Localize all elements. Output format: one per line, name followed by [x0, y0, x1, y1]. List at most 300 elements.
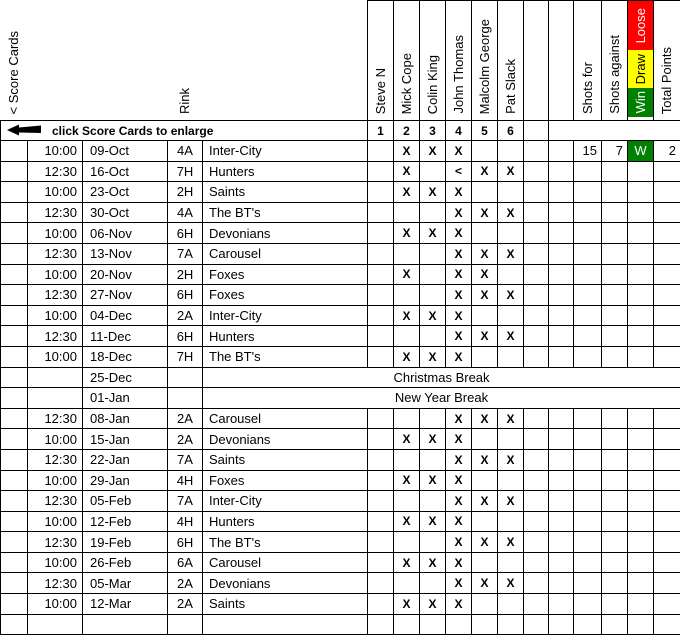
- date-cell: 23-Oct: [83, 182, 168, 203]
- player-mark-2: [394, 202, 420, 223]
- player-mark-1: [368, 511, 394, 532]
- player-mark-6: X: [498, 285, 524, 306]
- time-cell: 10:00: [28, 511, 83, 532]
- row-margin-cell: [1, 470, 28, 491]
- player-mark-4: X: [446, 511, 472, 532]
- spare-cell-1: [524, 470, 549, 491]
- spare-cell-2: [549, 182, 574, 203]
- player-mark-4: X: [446, 470, 472, 491]
- time-cell: 10:00: [28, 223, 83, 244]
- rink-cell: 7H: [168, 346, 203, 367]
- result-cell: [628, 491, 654, 512]
- match-row: [1, 532, 680, 553]
- left-arrow-icon: [6, 123, 42, 137]
- player-mark-2: [394, 491, 420, 512]
- player-mark-5: X: [472, 202, 498, 223]
- match-row: [1, 346, 680, 367]
- rink-cell: 4H: [168, 511, 203, 532]
- rink-cell: 2A: [168, 408, 203, 429]
- total-points-cell: [654, 285, 680, 306]
- player-mark-2: X: [394, 182, 420, 203]
- result-cell: [628, 614, 654, 635]
- shots-against-cell: [602, 491, 628, 512]
- time-cell: 10:00: [28, 594, 83, 615]
- player-mark-3: [420, 573, 446, 594]
- shots-against-cell: [602, 305, 628, 326]
- row-margin-cell: [1, 202, 28, 223]
- time-cell: 12:30: [28, 449, 83, 470]
- player-mark-1: [368, 161, 394, 182]
- player-mark-6: X: [498, 408, 524, 429]
- player-mark-5: [472, 141, 498, 162]
- player-mark-5: [472, 182, 498, 203]
- date-cell: 22-Jan: [83, 449, 168, 470]
- player-mark-6: [498, 614, 524, 635]
- row-margin-cell: [1, 573, 28, 594]
- match-row: [1, 161, 680, 182]
- opponent-cell: Carousel: [203, 408, 368, 429]
- time-cell: 10:00: [28, 264, 83, 285]
- spare-cell-1: [524, 141, 549, 162]
- result-cell: [628, 511, 654, 532]
- rink-header: [168, 1, 203, 121]
- total-points-cell: [654, 429, 680, 450]
- time-cell: 12:30: [28, 161, 83, 182]
- player-mark-1: [368, 182, 394, 203]
- player-mark-4: X: [446, 449, 472, 470]
- spare-cell-1: [524, 532, 549, 553]
- spare-cell-2: [549, 532, 574, 553]
- date-cell: 20-Nov: [83, 264, 168, 285]
- total-points-cell: [654, 202, 680, 223]
- result-cell: [628, 594, 654, 615]
- spare-cell-2: [549, 408, 574, 429]
- match-row: [1, 182, 680, 203]
- total-points-cell: [654, 594, 680, 615]
- row-margin-cell: [1, 346, 28, 367]
- date-cell: 11-Dec: [83, 326, 168, 347]
- player-mark-6: [498, 264, 524, 285]
- player-mark-4: X: [446, 552, 472, 573]
- player-mark-4: X: [446, 408, 472, 429]
- spare-cell-1: [524, 552, 549, 573]
- spare-cell-2: [549, 594, 574, 615]
- result-cell: [628, 285, 654, 306]
- rink-cell: 6H: [168, 326, 203, 347]
- rink-cell: 7A: [168, 491, 203, 512]
- rink-cell: 2H: [168, 264, 203, 285]
- row-margin-cell: [1, 305, 28, 326]
- player-mark-5: [472, 511, 498, 532]
- rink-cell: [168, 614, 203, 635]
- player-mark-1: [368, 408, 394, 429]
- shots-for-cell: [574, 594, 602, 615]
- row-margin-cell: [1, 408, 28, 429]
- player-mark-2: [394, 326, 420, 347]
- player-mark-1: [368, 223, 394, 244]
- spare-cell-2: [549, 202, 574, 223]
- opponent-cell: The BT's: [203, 346, 368, 367]
- spare-cell-1: [524, 429, 549, 450]
- shots-for-cell: [574, 449, 602, 470]
- player-mark-2: [394, 449, 420, 470]
- player-number-3: 3: [420, 121, 446, 141]
- date-cell: 15-Jan: [83, 429, 168, 450]
- date-cell: 05-Feb: [83, 491, 168, 512]
- spare-cell-2: [549, 243, 574, 264]
- player-mark-3: [420, 614, 446, 635]
- banner-row: [1, 121, 680, 141]
- spare-cell-1: [524, 202, 549, 223]
- win-header: [628, 88, 653, 117]
- row-margin-cell: [1, 552, 28, 573]
- shots-for-cell: 15: [574, 141, 602, 162]
- shots-against-cell: [602, 594, 628, 615]
- player-mark-4: [446, 614, 472, 635]
- time-cell: 10:00: [28, 141, 83, 162]
- enlarge-banner[interactable]: [1, 121, 368, 141]
- match-row: [1, 223, 680, 244]
- player-mark-4: X: [446, 573, 472, 594]
- score-cards-label[interactable]: < Score Cards: [7, 31, 21, 114]
- row-margin-cell: [1, 326, 28, 347]
- player-mark-2: [394, 243, 420, 264]
- enlarge-banner-text: click Score Cards to enlarge: [52, 124, 213, 138]
- match-row: [1, 243, 680, 264]
- spare-cell-2: [549, 573, 574, 594]
- player-mark-6: [498, 429, 524, 450]
- player-mark-1: [368, 346, 394, 367]
- rink-cell: 2A: [168, 594, 203, 615]
- spare-number-cell: [524, 121, 549, 141]
- row-margin-cell: [1, 223, 28, 244]
- fixtures-body: [1, 141, 680, 635]
- rink-cell: [168, 388, 203, 409]
- result-cell: [628, 552, 654, 573]
- player-mark-1: [368, 243, 394, 264]
- player-mark-3: X: [420, 594, 446, 615]
- total-points-cell: [654, 552, 680, 573]
- row-margin-cell: [1, 449, 28, 470]
- opponent-cell: Inter-City: [203, 491, 368, 512]
- player-mark-1: [368, 614, 394, 635]
- break-row: [1, 388, 680, 409]
- spare-cell-2: [549, 491, 574, 512]
- date-header: [83, 1, 168, 121]
- shots-against-cell: 7: [602, 141, 628, 162]
- player-header-4: [446, 1, 472, 121]
- opponent-cell: Hunters: [203, 511, 368, 532]
- opponent-cell: Hunters: [203, 161, 368, 182]
- player-mark-5: [472, 305, 498, 326]
- date-cell: 27-Nov: [83, 285, 168, 306]
- shots-against-cell: [602, 326, 628, 347]
- player-mark-3: [420, 408, 446, 429]
- shots-against-cell: [602, 511, 628, 532]
- spare-cell-2: [549, 305, 574, 326]
- row-margin-cell: [1, 182, 28, 203]
- player-mark-3: X: [420, 223, 446, 244]
- row-margin-cell: [1, 161, 28, 182]
- opponent-cell: Foxes: [203, 285, 368, 306]
- date-cell: 05-Mar: [83, 573, 168, 594]
- win-label: Win: [634, 91, 648, 113]
- total-points-cell: [654, 161, 680, 182]
- spare-cell-1: [524, 594, 549, 615]
- break-row: [1, 367, 680, 388]
- date-cell: [83, 614, 168, 635]
- player-mark-4: X: [446, 141, 472, 162]
- player-mark-5: X: [472, 491, 498, 512]
- shots-against-cell: [602, 532, 628, 553]
- player-mark-6: [498, 182, 524, 203]
- player-mark-1: [368, 326, 394, 347]
- player-mark-1: [368, 264, 394, 285]
- player-mark-3: [420, 264, 446, 285]
- player-mark-2: X: [394, 141, 420, 162]
- player-mark-3: X: [420, 141, 446, 162]
- time-cell: [28, 614, 83, 635]
- match-row: [1, 408, 680, 429]
- rink-cell: 2A: [168, 573, 203, 594]
- row-margin-cell: [1, 367, 28, 388]
- player-mark-6: [498, 470, 524, 491]
- date-cell: 25-Dec: [83, 367, 168, 388]
- rink-cell: 6A: [168, 552, 203, 573]
- player-mark-1: [368, 202, 394, 223]
- player-mark-3: [420, 449, 446, 470]
- total-points-cell: [654, 470, 680, 491]
- player-mark-6: [498, 223, 524, 244]
- draw-header: [628, 50, 653, 88]
- time-cell: 10:00: [28, 552, 83, 573]
- date-cell: 18-Dec: [83, 346, 168, 367]
- player-name-label: Malcolm George: [478, 19, 492, 114]
- player-mark-2: X: [394, 429, 420, 450]
- player-mark-6: [498, 552, 524, 573]
- row-margin-cell: [1, 141, 28, 162]
- shots-for-cell: [574, 614, 602, 635]
- break-label: Christmas Break: [203, 367, 680, 388]
- player-mark-3: [420, 285, 446, 306]
- spare-cell-1: [524, 243, 549, 264]
- row-margin-cell: [1, 532, 28, 553]
- player-header-3: [420, 1, 446, 121]
- player-mark-4: X: [446, 532, 472, 553]
- opponent-cell: Foxes: [203, 470, 368, 491]
- shots-against-cell: [602, 264, 628, 285]
- date-cell: 19-Feb: [83, 532, 168, 553]
- shots-for-cell: [574, 305, 602, 326]
- player-mark-2: [394, 573, 420, 594]
- player-mark-2: X: [394, 470, 420, 491]
- player-mark-3: X: [420, 511, 446, 532]
- row-margin-cell: [1, 388, 28, 409]
- result-cell: [628, 264, 654, 285]
- player-mark-4: X: [446, 491, 472, 512]
- spare-cell-1: [524, 305, 549, 326]
- time-cell: [28, 388, 83, 409]
- opponent-cell: The BT's: [203, 202, 368, 223]
- win-draw-loose-header: [628, 1, 654, 121]
- row-margin-cell: [1, 491, 28, 512]
- player-mark-5: X: [472, 532, 498, 553]
- result-cell: [628, 305, 654, 326]
- opponent-cell: [203, 614, 368, 635]
- shots-against-cell: [602, 202, 628, 223]
- rink-cell: 2H: [168, 182, 203, 203]
- row-margin-cell: [1, 614, 28, 635]
- total-points-label: Total Points: [660, 47, 674, 114]
- rink-cell: [168, 367, 203, 388]
- shots-for-cell: [574, 552, 602, 573]
- player-mark-2: X: [394, 161, 420, 182]
- shots-against-cell: [602, 223, 628, 244]
- row-margin-cell: [1, 511, 28, 532]
- rink-cell: 4A: [168, 141, 203, 162]
- shots-against-cell: [602, 470, 628, 491]
- spare-cell-1: [524, 285, 549, 306]
- shots-against-cell: [602, 182, 628, 203]
- spare-cell-2: [549, 449, 574, 470]
- player-mark-4: X: [446, 346, 472, 367]
- player-mark-1: [368, 491, 394, 512]
- shots-for-cell: [574, 161, 602, 182]
- opponent-cell: Carousel: [203, 552, 368, 573]
- shots-against-cell: [602, 573, 628, 594]
- time-cell: 12:30: [28, 202, 83, 223]
- player-mark-6: X: [498, 243, 524, 264]
- date-cell: 12-Mar: [83, 594, 168, 615]
- spare-cell-2: [549, 285, 574, 306]
- match-row: [1, 202, 680, 223]
- date-cell: 13-Nov: [83, 243, 168, 264]
- result-cell: [628, 449, 654, 470]
- player-header-6: [498, 1, 524, 121]
- shots-for-cell: [574, 532, 602, 553]
- player-mark-1: [368, 285, 394, 306]
- total-points-cell: [654, 182, 680, 203]
- match-row: [1, 470, 680, 491]
- player-mark-3: [420, 161, 446, 182]
- time-cell: 10:00: [28, 429, 83, 450]
- time-cell: [28, 367, 83, 388]
- spare-cell-1: [524, 573, 549, 594]
- opponent-cell: Hunters: [203, 326, 368, 347]
- shots-for-label: Shots for: [581, 62, 595, 114]
- shots-against-cell: [602, 408, 628, 429]
- player-mark-3: [420, 202, 446, 223]
- player-name-label: Pat Slack: [504, 59, 518, 114]
- rink-cell: 7H: [168, 161, 203, 182]
- shots-for-cell: [574, 511, 602, 532]
- result-cell: [628, 573, 654, 594]
- spare-cell-1: [524, 346, 549, 367]
- shots-for-cell: [574, 285, 602, 306]
- total-points-header: [654, 1, 680, 121]
- loose-header: [628, 1, 653, 50]
- player-mark-6: X: [498, 573, 524, 594]
- player-number-2: 2: [394, 121, 420, 141]
- rink-cell: 6H: [168, 223, 203, 244]
- player-mark-1: [368, 449, 394, 470]
- player-mark-6: [498, 511, 524, 532]
- player-mark-4: X: [446, 326, 472, 347]
- match-row: [1, 511, 680, 532]
- date-cell: 01-Jan: [83, 388, 168, 409]
- shots-against-header: [602, 1, 628, 121]
- player-mark-1: [368, 573, 394, 594]
- time-cell: 10:00: [28, 182, 83, 203]
- date-cell: 29-Jan: [83, 470, 168, 491]
- opponent-cell: Inter-City: [203, 305, 368, 326]
- date-cell: 09-Oct: [83, 141, 168, 162]
- player-mark-5: X: [472, 326, 498, 347]
- opponent-cell: The BT's: [203, 532, 368, 553]
- match-row: [1, 305, 680, 326]
- player-mark-2: X: [394, 223, 420, 244]
- opponent-cell: Carousel: [203, 243, 368, 264]
- result-cell: [628, 429, 654, 450]
- total-points-cell: [654, 491, 680, 512]
- player-header-1: [368, 1, 394, 121]
- match-row: [1, 285, 680, 306]
- player-mark-3: [420, 491, 446, 512]
- player-mark-3: [420, 532, 446, 553]
- row-margin-cell: [1, 285, 28, 306]
- player-mark-5: [472, 594, 498, 615]
- player-mark-2: X: [394, 511, 420, 532]
- total-points-cell: [654, 614, 680, 635]
- player-mark-6: X: [498, 161, 524, 182]
- player-mark-4: X: [446, 594, 472, 615]
- player-mark-2: X: [394, 346, 420, 367]
- date-cell: 16-Oct: [83, 161, 168, 182]
- break-label: New Year Break: [203, 388, 680, 409]
- player-mark-3: X: [420, 552, 446, 573]
- spare-cell-1: [524, 264, 549, 285]
- rink-cell: 2A: [168, 429, 203, 450]
- player-mark-1: [368, 429, 394, 450]
- shots-against-cell: [602, 429, 628, 450]
- player-mark-1: [368, 594, 394, 615]
- player-mark-4: X: [446, 429, 472, 450]
- result-cell: [628, 408, 654, 429]
- draw-label: Draw: [634, 54, 648, 84]
- player-mark-1: [368, 552, 394, 573]
- row-margin-cell: [1, 243, 28, 264]
- rink-cell: 4A: [168, 202, 203, 223]
- shots-for-cell: [574, 243, 602, 264]
- spare-cell-1: [524, 491, 549, 512]
- date-cell: 04-Dec: [83, 305, 168, 326]
- time-cell: 12:30: [28, 408, 83, 429]
- opponent-cell: Devonians: [203, 223, 368, 244]
- spare-cell-2: [549, 511, 574, 532]
- player-mark-3: X: [420, 470, 446, 491]
- player-mark-3: [420, 243, 446, 264]
- player-mark-6: [498, 141, 524, 162]
- spare-cell-1: [524, 511, 549, 532]
- player-number-6: 6: [498, 121, 524, 141]
- shots-against-cell: [602, 346, 628, 367]
- shots-for-header: [574, 1, 602, 121]
- player-number-1: 1: [368, 121, 394, 141]
- result-cell: W: [628, 141, 654, 162]
- date-cell: 12-Feb: [83, 511, 168, 532]
- score-cards-header[interactable]: [1, 1, 28, 121]
- win-draw-loose-stack: [628, 1, 653, 117]
